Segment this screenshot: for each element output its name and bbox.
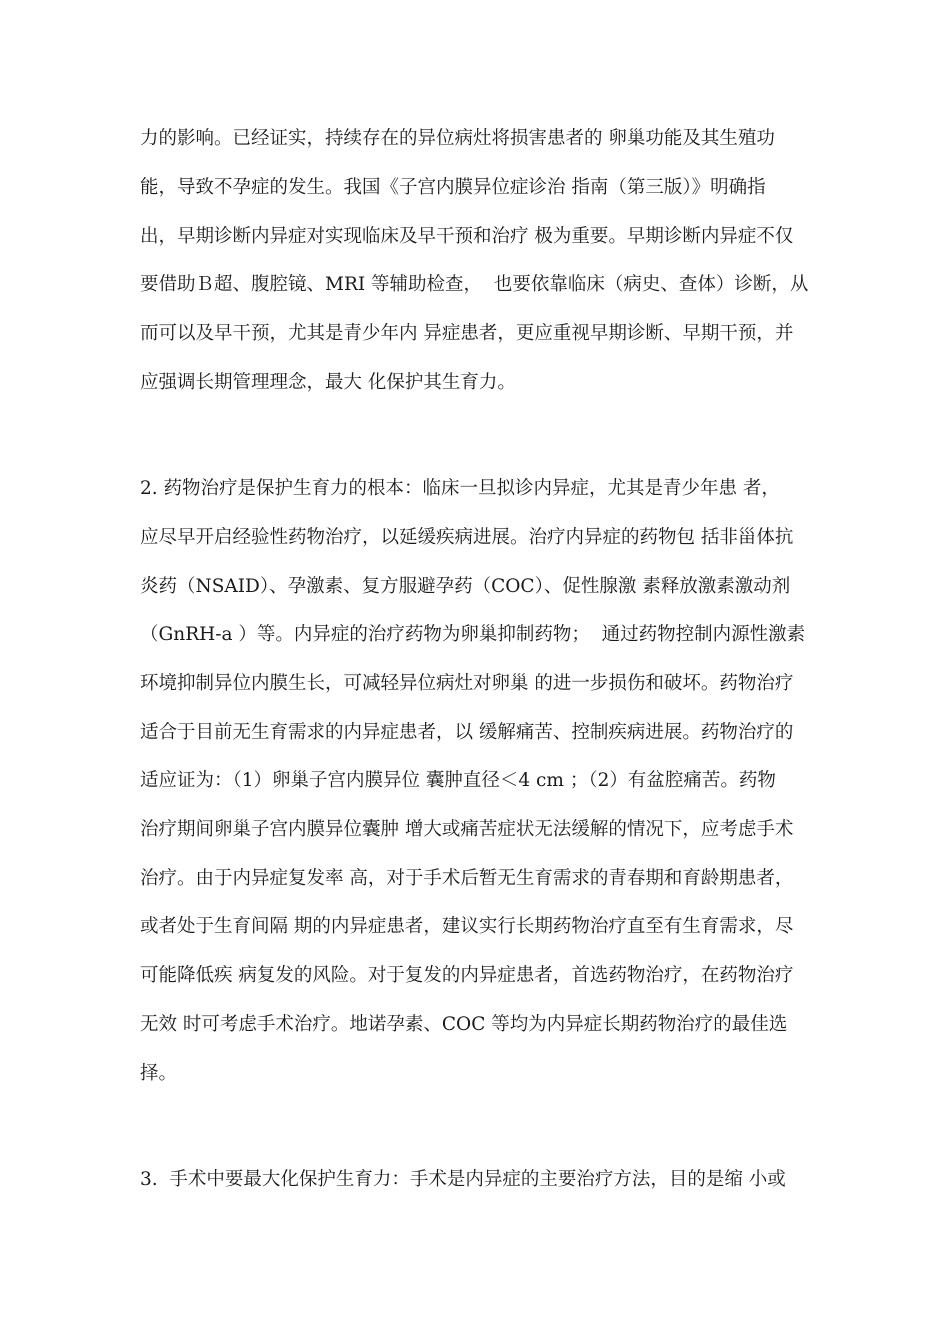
text-line: 出，早期诊断内异症对实现临床及早干预和治疗 极为重要。早期诊断内异症不仅 <box>140 226 794 247</box>
text-line: 3. 手术中要最大化保护生育力：手术是内异症的主要治疗方法，目的是缩 小或 <box>140 1169 786 1190</box>
text-line: 无效 时可考虑手术治疗。地诺孕素、COC 等均为内异症长期药物治疗的最佳选 <box>140 1014 788 1035</box>
text-line: 炎药（NSAID）、孕激素、复方服避孕药（COC）、促性腺激 素释放激素激动剂 <box>140 576 791 597</box>
text-line: 适应证为：（1）卵巢子宫内膜异位 囊肿直径＜4 cm ；（2）有盆腔痛苦。药物 <box>140 770 776 791</box>
text-line: 应强调长期管理理念，最大 化保护其生育力。 <box>140 372 516 393</box>
text-line: 或者处于生育间隔 期的内异症患者，建议实行长期药物治疗直至有生育需求，尽 <box>140 916 794 937</box>
text-line: 应尽早开启经验性药物治疗，以延缓疾病进展。治疗内异症的药物包 括非甾体抗 <box>140 527 794 548</box>
text-line: 适合于目前无生育需求的内异症患者，以 缓解痛苦、控制疾病进展。药物治疗的 <box>140 722 794 743</box>
text-line: 治疗期间卵巢子宫内膜异位囊肿 增大或痛苦症状无法缓解的情况下，应考虑手术 <box>140 819 794 840</box>
text-line: 环境抑制异位内膜生长，可减轻异位病灶对卵巢 的进一步损伤和破坏。药物治疗 <box>140 673 794 694</box>
text-line: 而可以及早干预，尤其是青少年内 异症患者，更应重视早期诊断、早期干预，并 <box>140 323 794 344</box>
text-line: 力的影响。已经证实，持续存在的异位病灶将损害患者的 卵巢功能及其生殖功 <box>140 128 775 149</box>
text-line: 2. 药物治疗是保护生育力的根本：临床一旦拟诊内异症，尤其是青少年患 者， <box>140 478 780 499</box>
text-line: 要借助Ｂ超、腹腔镜、MRI 等辅助检查， 也要依靠临床（病史、查体）诊断，从 <box>140 274 809 295</box>
text-line: 能，导致不孕症的发生。我国《子宫内膜异位症诊治 指南（第三版）》明确指 <box>140 177 766 198</box>
text-line: 择。 <box>140 1063 178 1084</box>
text-line: 治疗。由于内异症复发率 高，对于手术后暂无生育需求的青春期和育龄期患者， <box>140 868 794 889</box>
text-line: （GnRH-a ）等。内异症的治疗药物为卵巢抑制药物； 通过药物控制内源性激素 <box>140 624 806 645</box>
text-line: 可能降低疾 病复发的风险。对于复发的内异症患者，首选药物治疗，在药物治疗 <box>140 965 794 986</box>
